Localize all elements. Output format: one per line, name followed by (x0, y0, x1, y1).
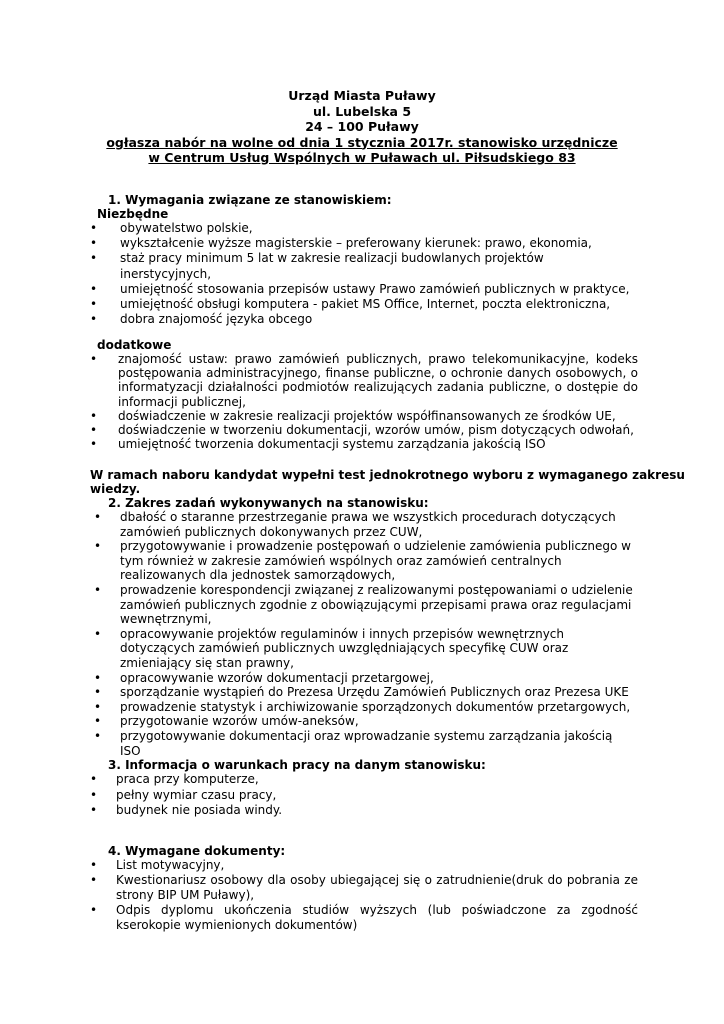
list-item: • Kwestionariusz osobowy dla osoby ubiegającej się o zatrudnienie(druk do pobrania ze strony BIP UM Puławy), (90, 873, 638, 903)
list-item: • przygotowywanie dokumentacji oraz wprowadzanie systemu zarządzania jakością ISO (94, 729, 634, 758)
documents-list (90, 858, 638, 933)
section-1-title: 1. Wymagania związane ze stanowiskiem: (108, 193, 392, 207)
list-item: • doświadczenie w zakresie realizacji projektów współfinansowanych ze środków UE, (90, 409, 638, 423)
header-street: ul. Lubelska 5 (312, 103, 412, 119)
list-item: • doświadczenie w tworzeniu dokumentacji, wzorów umów, pism dotyczących odwołań, (90, 423, 638, 437)
test-note: W ramach naboru kandydat wypełni test jednokrotnego wyboru z wymaganego zakresu wiedzy. (90, 468, 685, 496)
list-item: • umiejętność obsługi komputera - pakiet MS Office, Internet, poczta elektroniczna, (90, 297, 630, 312)
section-3-title: 3. Informacja o warunkach pracy na danym stanowisku: (108, 758, 486, 772)
section-4-title: 4. Wymagane dokumenty: (108, 844, 286, 858)
list-item: • praca przy komputerze, (90, 772, 630, 788)
list-item: • prowadzenie korespondencji związanej z realizowanymi postępowaniami o udzielenie zamówień publicznych zgodnie z obowiązującymi przepisami prawa oraz regulacjami wewnętrznymi, (94, 583, 634, 627)
required-list (90, 221, 630, 327)
list-item: • umiejętność tworzenia dokumentacji systemu zarządzania jakością ISO (90, 437, 638, 451)
list-item: • znajomość ustaw: prawo zamówień publicznych, prawo telekomunikacyjne, kodeks postępowania administracyjnego, finanse publiczne, o ochronie danych osobowych, o informatyzacji działalności podmiotów realizujących zadania publiczne, o dostępie do informacji publicznej, (90, 352, 638, 409)
list-item: • dobra znajomość języka obcego (90, 312, 630, 327)
list-item: • List motywacyjny, (90, 858, 638, 873)
duties-list (94, 510, 634, 758)
list-item: • sporządzanie wystąpień do Prezesa Urzędu Zamówień Publicznych oraz Prezesa UKE (94, 685, 634, 700)
header-location: w Centrum Usług Wspólnych w Puławach ul. Piłsudskiego 83 (148, 150, 576, 165)
list-item: • dbałość o staranne przestrzeganie prawa we wszystkich procedurach dotyczących zamówień publicznych dokonywanych przez CUW, (94, 510, 634, 539)
header-announcement: ogłasza nabór na wolne od dnia 1 stycznia 2017r. stanowisko urzędnicze (106, 134, 618, 150)
list-item: • umiejętność stosowania przepisów ustawy Prawo zamówień publicznych w praktyce, (90, 282, 630, 297)
list-item: • opracowywanie projektów regulaminów i innych przepisów wewnętrznych dotyczących zamówień publicznych uwzględniających specyfikę CUW oraz zmieniający się stan prawny, (94, 627, 634, 671)
header (0, 88, 724, 166)
additional-list (90, 352, 638, 451)
list-item: • obywatelstwo polskie, (90, 221, 630, 236)
list-item: • budynek nie posiada windy. (90, 803, 630, 819)
list-item: • przygotowanie wzorów umów-aneksów, (94, 714, 634, 729)
section-1-subtitle-required: Niezbędne (97, 207, 169, 221)
list-item: • pełny wymiar czasu pracy, (90, 788, 630, 804)
list-item: • opracowywanie wzorów dokumentacji przetargowej, (94, 671, 634, 686)
section-2-title: 2. Zakres zadań wykonywanych na stanowisku: (108, 496, 429, 510)
header-office: Urząd Miasta Puławy (288, 88, 436, 103)
conditions-list (90, 772, 630, 819)
list-item: • prowadzenie statystyk i archiwizowanie sporządzonych dokumentów przetargowych, (94, 700, 634, 715)
header-city: 24 – 100 Puławy (305, 119, 419, 134)
list-item: • przygotowywanie i prowadzenie postępowań o udzielenie zamówienia publicznego w tym również w zakresie zamówień wspólnych oraz zamówień centralnych realizowanych dla jednostek samorządowych, (94, 539, 634, 583)
list-item: • staż pracy minimum 5 lat w zakresie realizacji budowlanych projektów inerstycyjnych, (90, 251, 630, 281)
list-item: • wykształcenie wyższe magisterskie – preferowany kierunek: prawo, ekonomia, (90, 236, 630, 251)
list-item: • Odpis dyplomu ukończenia studiów wyższych (lub poświadczone za zgodność kserokopie wymienionych dokumentów) (90, 903, 638, 933)
section-1-subtitle-additional: dodatkowe (97, 338, 172, 352)
